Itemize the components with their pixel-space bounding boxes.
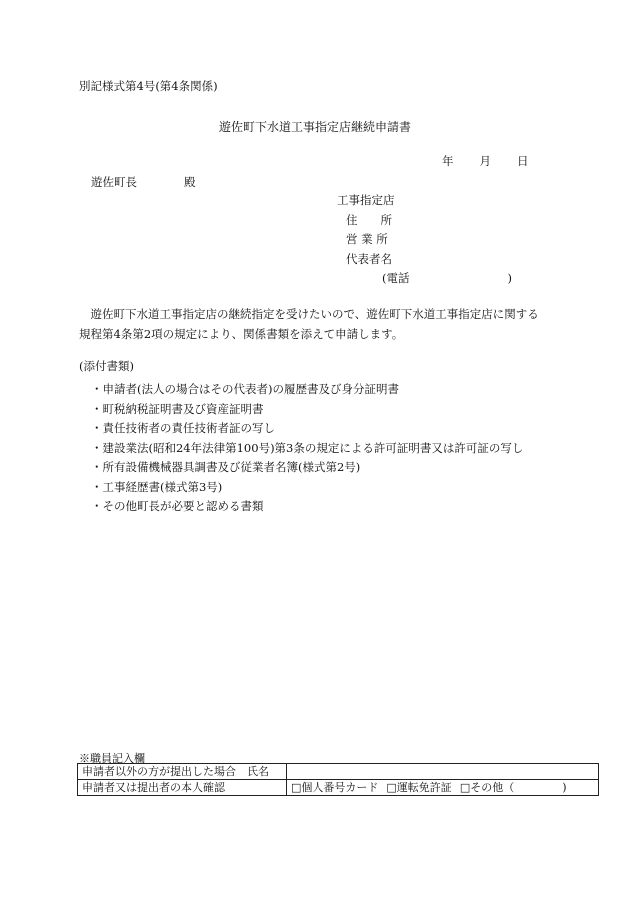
applicant-representative-label: 代表者名: [346, 251, 392, 266]
checkbox-other[interactable]: □その他（: [459, 781, 515, 794]
application-body: [79, 305, 559, 344]
attachments-heading: (添付書類): [79, 359, 134, 373]
applicant-phone-line: [337, 273, 512, 293]
submitter-name-label: 申請者以外の方が提出した場合 氏名: [78, 764, 287, 780]
checkbox-mynumber-card[interactable]: □個人番号カード: [291, 781, 379, 794]
identity-check-label: 申請者又は提出者の本人確認: [78, 780, 287, 796]
table-row: [78, 764, 599, 780]
addressee-name: 遊佐町長: [91, 175, 137, 189]
applicant-office-label: 営 業 所: [346, 232, 388, 246]
attachment-item: ・申請者(法人の場合はその代表者)の履歴書及び身分証明書: [91, 382, 399, 396]
phone-close-paren: ): [507, 271, 512, 285]
attachments-list: [91, 380, 523, 517]
attachment-item: ・所有設備機械器具調書及び従業者名簿(様式第2号): [91, 460, 361, 474]
submitter-name-field[interactable]: [287, 764, 599, 780]
staff-entry-table: [77, 763, 599, 796]
addressee-honorific: 殿: [184, 175, 196, 189]
date-line: [442, 156, 529, 168]
attachment-item: ・建設業法(昭和24年法律第100号)第3条の規定による許可証明書又は許可証の写し: [91, 440, 524, 455]
checkbox-drivers-license[interactable]: □運転免許証: [386, 781, 452, 794]
form-label: 別記様式第4号(第4条関係): [79, 79, 218, 93]
body-line-1: 遊佐町下水道工事指定店の継続指定を受けたいので、遊佐町下水道工事指定店に関する: [90, 307, 539, 321]
staff-section-label: ※職員記入欄: [79, 752, 145, 765]
document-title: 遊佐町下水道工事指定店継続申請書: [218, 120, 411, 134]
attachment-item: ・その他町長が必要と認める書類: [91, 499, 264, 513]
date-day-label: 日: [517, 154, 529, 168]
applicant-heading: 工事指定店: [337, 193, 395, 207]
body-line-2: 規程第4条第2項の規定により、関係書類を添えて申請します。: [79, 326, 404, 341]
phone-label: (電話: [382, 271, 410, 285]
attachment-item: ・責任技術者の責任技術者証の写し: [91, 421, 275, 435]
date-month-label: 月: [479, 154, 491, 168]
identity-check-options: [287, 780, 599, 796]
attachment-item: ・工事経歴書(様式第3号): [91, 479, 223, 494]
other-close-paren: ): [562, 781, 567, 794]
date-year-label: 年: [442, 154, 454, 168]
table-row: [78, 780, 599, 796]
applicant-address-label: 住 所: [346, 212, 392, 227]
attachment-item: ・町税納税証明書及び資産証明書: [91, 401, 264, 416]
applicant-block: [337, 195, 512, 293]
